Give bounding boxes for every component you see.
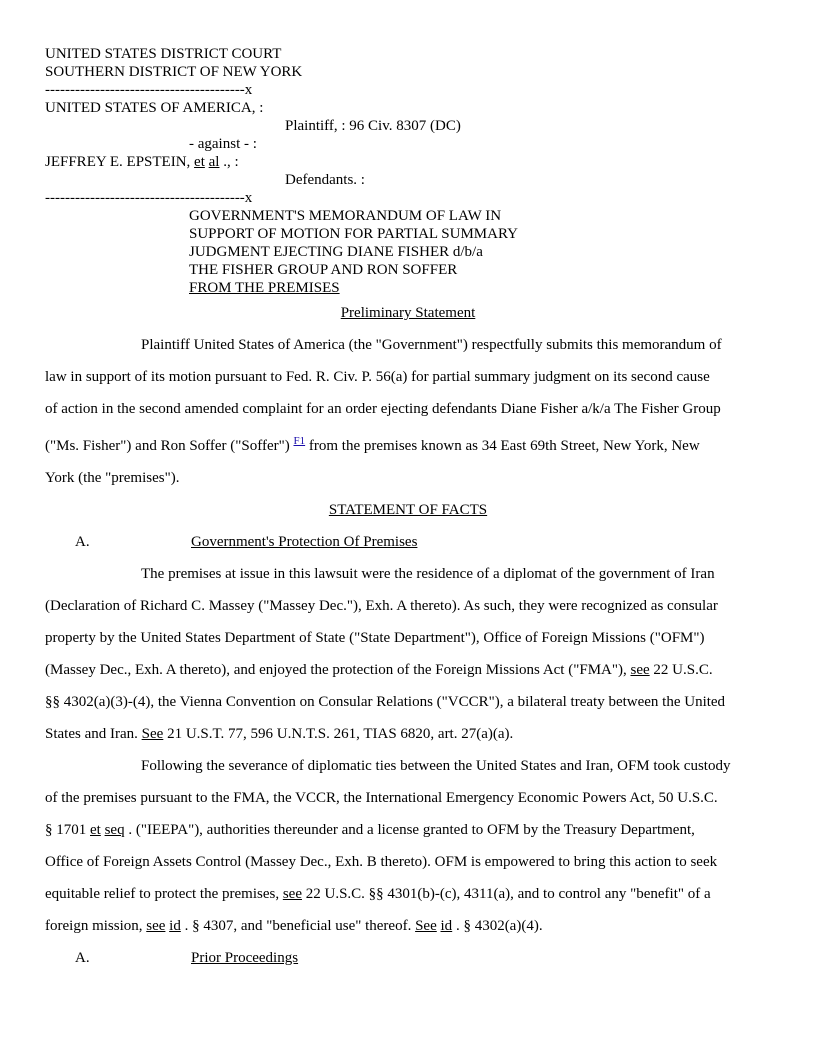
footnote-link-f1[interactable]: F1 <box>293 435 306 447</box>
facts-p2-l3-pre: § 1701 <box>45 822 90 838</box>
facts-p2-l5-pre: equitable relief to protect the premises, <box>45 886 283 902</box>
facts-p2-line: Following the severance of diplomatic ties between the United States and Iran, OFM took custody <box>141 758 731 774</box>
citation-see-capital: See <box>415 918 437 934</box>
facts-p1-line: §§ 4302(a)(3)-(4), the Vienna Convention on Consular Relations ("VCCR"), a bilateral treaty between the United <box>45 694 726 710</box>
preliminary-line-footnote <box>45 437 700 456</box>
defendant-suffix: ., : <box>219 154 239 170</box>
title-line: JUDGMENT EJECTING DIANE FISHER d/b/a <box>189 244 483 260</box>
facts-p2-l3-post: . ("IEEPA"), authorities thereunder and a license granted to OFM by the Treasury Department, <box>124 822 695 838</box>
facts-p2-l6-a: foreign mission, <box>45 918 147 934</box>
citation-id: id <box>169 918 181 934</box>
plaintiff-name: UNITED STATES OF AMERICA, : <box>45 100 264 116</box>
preliminary-line: of action in the second amended complaint for an order ejecting defendants Diane Fisher a/k/a The Fisher Group <box>45 401 721 417</box>
citation-see-capital: See <box>141 726 164 742</box>
section-a-title: Government's Protection Of Premises <box>191 534 418 550</box>
facts-heading: STATEMENT OF FACTS <box>328 502 488 518</box>
citation-see: see <box>630 662 650 678</box>
citation-id: id <box>440 918 453 934</box>
preliminary-line: Plaintiff United States of America (the "Government") respectfully submits this memorandum of <box>141 337 722 353</box>
facts-p1-line: (Declaration of Richard C. Massey ("Massey Dec."), Exh. A thereto). As such, they were recognized as consular <box>45 598 718 614</box>
citation-see: see <box>282 886 302 902</box>
preliminary-line: York (the "premises"). <box>45 470 180 486</box>
against-label: - against - : <box>189 136 257 152</box>
title-line: GOVERNMENT'S MEMORANDUM OF LAW IN <box>189 208 502 224</box>
facts-p1-line <box>45 725 513 743</box>
title-line: THE FISHER GROUP AND RON SOFFER <box>189 262 458 278</box>
defendant-role: Defendants. : <box>285 172 365 188</box>
facts-p1-l4-post: 22 U.S.C. <box>649 662 713 678</box>
caption-rule-bottom: ----------------------------------------x <box>45 190 253 206</box>
facts-p1-l4-pre: (Massey Dec., Exh. A thereto), and enjoyed the protection of the Foreign Missions Act ("FMA"), <box>45 662 631 678</box>
facts-p1-l6-pre: States and Iran. <box>45 726 142 742</box>
preliminary-heading: Preliminary Statement <box>340 305 476 321</box>
defendant-name <box>45 153 239 171</box>
preliminary-line4-post: from the premises known as 34 East 69th Street, New York, New <box>305 438 700 454</box>
preliminary-line4-pre: ("Ms. Fisher") and Ron Soffer ("Soffer") <box>45 438 294 454</box>
facts-p1-line <box>45 661 713 679</box>
defendant-prefix: JEFFREY E. EPSTEIN, <box>45 154 195 170</box>
plaintiff-role-docket: Plaintiff, : 96 Civ. 8307 (DC) <box>285 118 461 134</box>
title-line: SUPPORT OF MOTION FOR PARTIAL SUMMARY <box>189 226 518 242</box>
citation-et: et <box>90 822 101 838</box>
title-final-line: FROM THE PREMISES <box>189 280 340 296</box>
defendant-al: al <box>208 154 220 170</box>
section-b-letter: A. <box>75 950 90 966</box>
court-district: SOUTHERN DISTRICT OF NEW YORK <box>45 64 303 80</box>
facts-p2-l6-c: . § 4302(a)(4). <box>452 918 543 934</box>
facts-p2-line <box>45 917 543 935</box>
preliminary-line: law in support of its motion pursuant to Fed. R. Civ. P. 56(a) for partial summary judgment on its second cause <box>45 369 710 385</box>
facts-p2-l5-post: 22 U.S.C. §§ 4301(b)-(c), 4311(a), and to control any "benefit" of a <box>301 886 711 902</box>
section-a-letter: A. <box>75 534 90 550</box>
citation-seq: seq <box>104 822 125 838</box>
citation-see: see <box>146 918 166 934</box>
facts-p2-line <box>45 885 711 903</box>
court-name: UNITED STATES DISTRICT COURT <box>45 46 282 62</box>
caption-rule-top: ----------------------------------------x <box>45 82 253 98</box>
facts-p2-line <box>45 821 695 839</box>
facts-p1-l6-post: 21 U.S.T. 77, 596 U.N.T.S. 261, TIAS 6820, art. 27(a)(a). <box>163 726 514 742</box>
title-line-last <box>189 279 425 297</box>
facts-p2-line: of the premises pursuant to the FMA, the VCCR, the International Emergency Economic Powers Act, 50 U.S.C. <box>45 790 718 806</box>
facts-p2-line: Office of Foreign Assets Control (Massey Dec., Exh. B thereto). OFM is empowered to bring this action to seek <box>45 854 718 870</box>
defendant-et: et <box>194 154 205 170</box>
facts-p1-line: property by the United States Department of State ("State Department"), Office of Foreign Missions ("OFM") <box>45 630 705 646</box>
facts-p1-line: The premises at issue in this lawsuit were the residence of a diplomat of the government of Iran <box>141 566 715 582</box>
facts-p2-l6-b: . § 4307, and "beneficial use" thereof. <box>180 918 416 934</box>
section-b-title: Prior Proceedings <box>191 950 299 966</box>
